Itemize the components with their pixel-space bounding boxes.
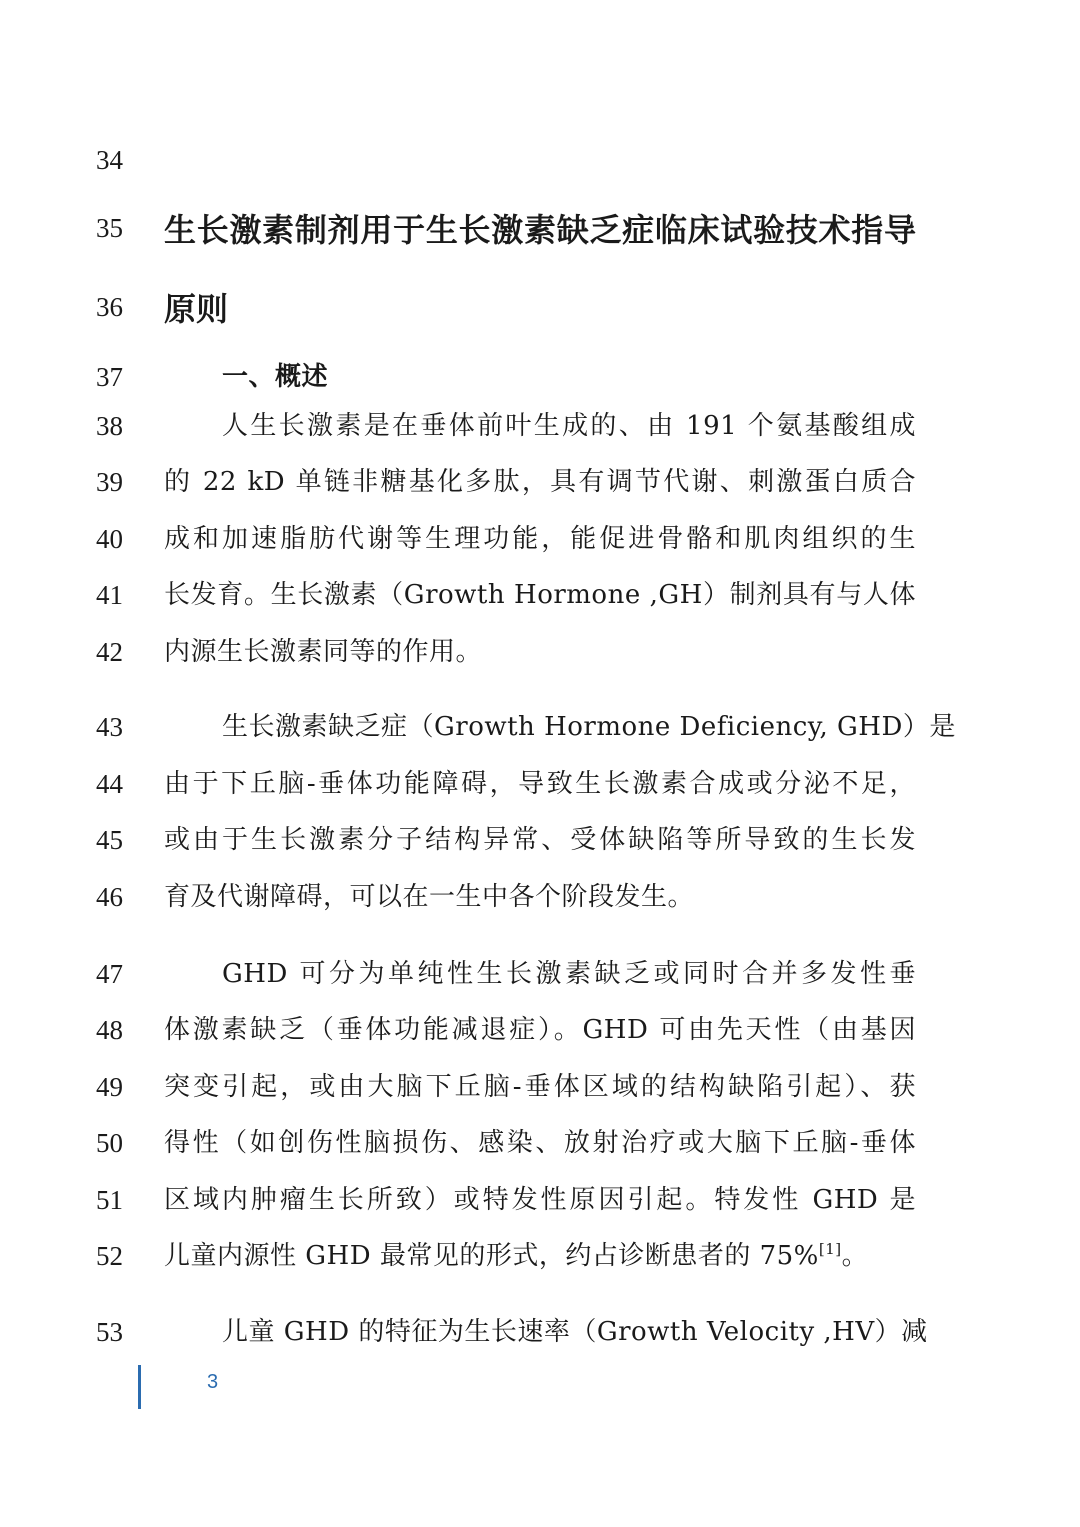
paragraph-line: 由于下丘脑-垂体功能障碍，导致生长激素合成或分泌不足， — [164, 769, 916, 799]
line-36 — [0, 287, 1080, 327]
line-53 — [0, 1312, 1080, 1352]
document-title-line-1: 生长激素制剂用于生长激素缺乏症临床试验技术指导 — [164, 211, 916, 249]
line-52 — [0, 1236, 1080, 1276]
document-title-line-2: 原则 — [164, 290, 229, 328]
line-42 — [0, 632, 1080, 672]
line-40 — [0, 519, 1080, 559]
paragraph-line: 长发育。生长激素（Growth Hormone ,GH）制剂具有与人体 — [164, 580, 916, 610]
section-heading: 一、概述 — [222, 362, 329, 392]
line-46 — [0, 877, 1080, 917]
line-number: 41 — [96, 580, 123, 610]
paragraph-line: 育及代谢障碍，可以在一生中各个阶段发生。 — [164, 882, 695, 912]
line-41 — [0, 575, 1080, 615]
paragraph-line: 或由于生长激素分子结构异常、受体缺陷等所导致的生长发 — [164, 825, 916, 855]
line-number: 35 — [96, 213, 123, 243]
paragraph-line: 儿童 GHD 的特征为生长速率（Growth Velocity ,HV）减 — [222, 1317, 928, 1347]
line-47 — [0, 954, 1080, 994]
line-number: 51 — [96, 1185, 123, 1215]
paragraph-line — [164, 1236, 916, 1276]
line-44 — [0, 764, 1080, 804]
line-number: 46 — [96, 882, 123, 912]
line-45 — [0, 820, 1080, 860]
line-number: 40 — [96, 524, 123, 554]
paragraph-text: 儿童内源性 GHD 最常见的形式，约占诊断患者的 75% — [164, 1241, 819, 1271]
line-39 — [0, 462, 1080, 502]
line-43 — [0, 707, 1080, 747]
paragraph-line: 生长激素缺乏症（Growth Hormone Deficiency, GHD）是 — [222, 712, 956, 742]
line-number: 52 — [96, 1241, 123, 1271]
citation-reference[interactable]: [1] — [818, 1240, 842, 1258]
paragraph-line: 体激素缺乏（垂体功能减退症）。GHD 可由先天性（由基因 — [164, 1015, 916, 1045]
line-number: 45 — [96, 825, 123, 855]
line-number: 39 — [96, 467, 123, 497]
paragraph-line: 人生长激素是在垂体前叶生成的、由 191 个氨基酸组成 — [222, 411, 916, 441]
paragraph-tail: 。 — [841, 1241, 869, 1271]
paragraph-line: 的 22 kD 单链非糖基化多肽，具有调节代谢、刺激蛋白质合 — [164, 467, 916, 497]
line-number: 44 — [96, 769, 123, 799]
line-number: 34 — [96, 145, 123, 175]
line-number: 49 — [96, 1072, 123, 1102]
line-number: 47 — [96, 959, 123, 989]
paragraph-line: 得性（如创伤性脑损伤、感染、放射治疗或大脑下丘脑-垂体 — [164, 1128, 916, 1158]
line-48 — [0, 1010, 1080, 1050]
line-number: 38 — [96, 411, 123, 441]
footer-accent-bar — [138, 1365, 141, 1409]
line-number: 37 — [96, 362, 123, 392]
line-number: 50 — [96, 1128, 123, 1158]
paragraph-line: 内源生长激素同等的作用。 — [164, 637, 483, 667]
line-38 — [0, 406, 1080, 446]
paragraph-line: 成和加速脂肪代谢等生理功能，能促进骨骼和肌肉组织的生 — [164, 524, 916, 554]
line-51 — [0, 1180, 1080, 1220]
paragraph-line: 突变引起，或由大脑下丘脑-垂体区域的结构缺陷引起）、获 — [164, 1072, 916, 1102]
page-number: 3 — [207, 1371, 219, 1393]
line-number: 43 — [96, 712, 123, 742]
paragraph-line: GHD 可分为单纯性生长激素缺乏或同时合并多发性垂 — [222, 959, 916, 989]
line-37 — [0, 357, 1080, 397]
line-49 — [0, 1067, 1080, 1107]
line-number: 36 — [96, 292, 123, 322]
paragraph-line: 区域内肿瘤生长所致）或特发性原因引起。特发性 GHD 是 — [164, 1185, 916, 1215]
line-35 — [0, 208, 1080, 248]
line-number: 42 — [96, 637, 123, 667]
line-50 — [0, 1123, 1080, 1163]
line-number: 48 — [96, 1015, 123, 1045]
line-number: 53 — [96, 1317, 123, 1347]
line-34 — [0, 140, 1080, 180]
